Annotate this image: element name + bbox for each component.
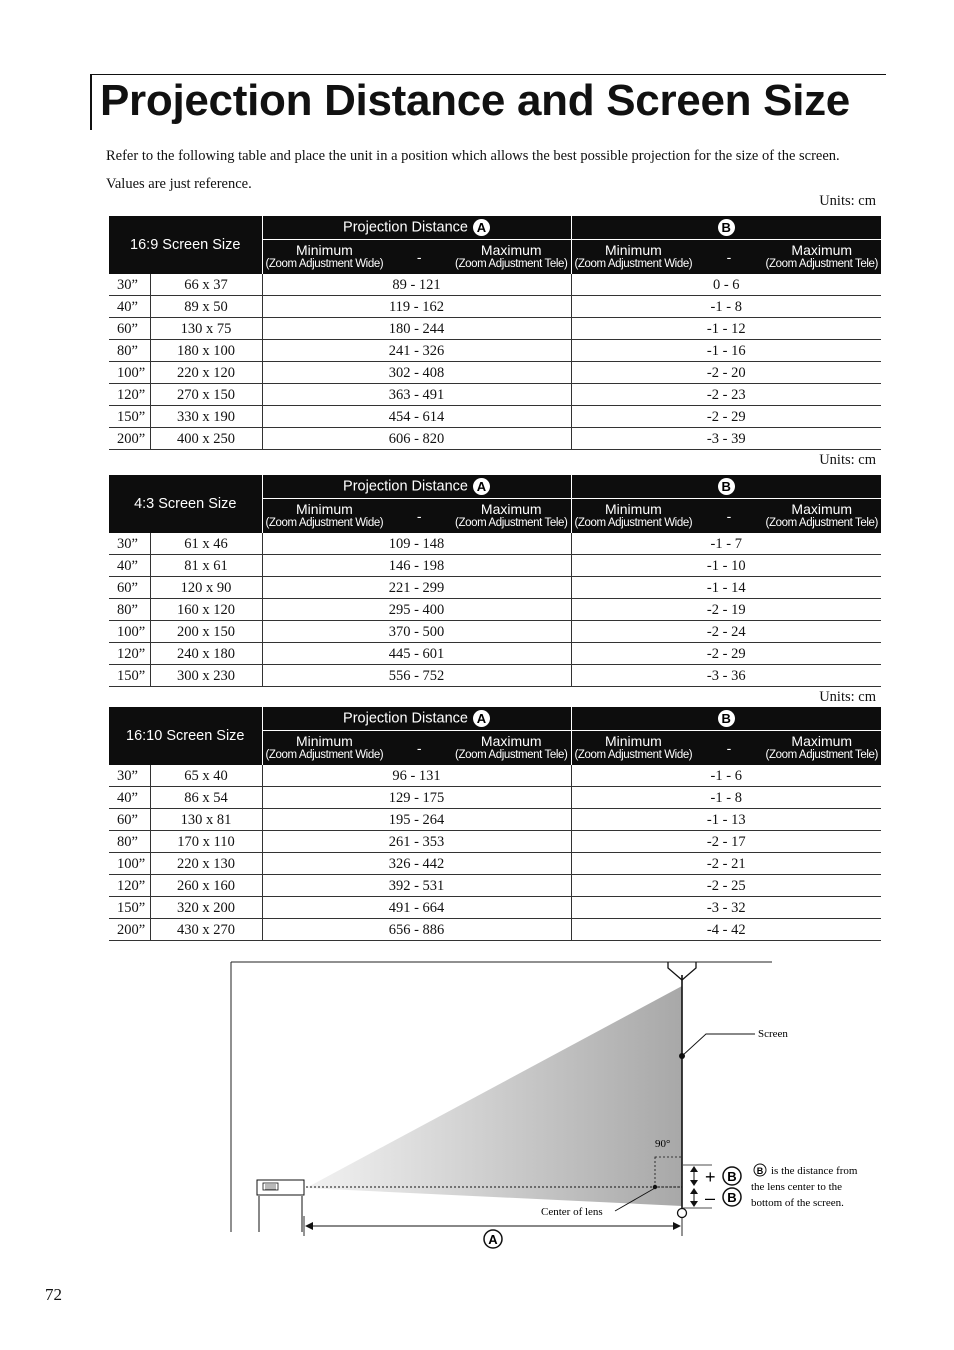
diagonal-cell: 120” bbox=[109, 875, 150, 897]
offset-cell: -2 - 21 bbox=[571, 853, 881, 875]
max-header: Maximum (Zoom Adjustment Tele) bbox=[765, 501, 878, 529]
projector bbox=[257, 1180, 304, 1232]
diagonal-cell: 200” bbox=[109, 428, 150, 450]
size-cell: 81 x 61 bbox=[150, 555, 262, 577]
b-note-line3: bottom of the screen. bbox=[751, 1197, 844, 1209]
diagonal-cell: 80” bbox=[109, 599, 150, 621]
offset-cell: 0 - 6 bbox=[571, 274, 881, 296]
plus-sign: + bbox=[705, 1167, 716, 1187]
size-cell: 220 x 130 bbox=[150, 853, 262, 875]
distance-cell: 195 - 264 bbox=[262, 809, 571, 831]
size-cell: 430 x 270 bbox=[150, 919, 262, 941]
distance-cell: 221 - 299 bbox=[262, 577, 571, 599]
b-symbol-icon: B bbox=[718, 219, 735, 236]
offset-cell: -2 - 17 bbox=[571, 831, 881, 853]
size-cell: 180 x 100 bbox=[150, 340, 262, 362]
offset-cell: -1 - 8 bbox=[571, 296, 881, 318]
diagonal-cell: 150” bbox=[109, 897, 150, 919]
size-cell: 130 x 75 bbox=[150, 318, 262, 340]
min-header: Minimum (Zoom Adjustment Wide) bbox=[265, 501, 384, 529]
distance-cell: 89 - 121 bbox=[262, 274, 571, 296]
size-cell: 89 x 50 bbox=[150, 296, 262, 318]
a-symbol-icon: A bbox=[473, 219, 490, 236]
offset-cell: -1 - 14 bbox=[571, 577, 881, 599]
offset-cell: -2 - 29 bbox=[571, 643, 881, 665]
b-symbol-icon: B bbox=[718, 710, 735, 727]
size-cell: 170 x 110 bbox=[150, 831, 262, 853]
range-dash: - bbox=[726, 508, 732, 524]
offset-cell: -3 - 32 bbox=[571, 897, 881, 919]
offset-cell: -2 - 19 bbox=[571, 599, 881, 621]
projection-beam bbox=[306, 986, 682, 1206]
offset-cell: -1 - 13 bbox=[571, 809, 881, 831]
a-symbol-icon: A bbox=[473, 710, 490, 727]
distance-cell: 556 - 752 bbox=[262, 665, 571, 687]
size-cell: 220 x 120 bbox=[150, 362, 262, 384]
min-header: Minimum (Zoom Adjustment Wide) bbox=[265, 242, 384, 270]
b-plus-letter: B bbox=[727, 1169, 737, 1184]
distance-cell: 491 - 664 bbox=[262, 897, 571, 919]
offset-cell: -2 - 29 bbox=[571, 406, 881, 428]
a-symbol-icon: A bbox=[473, 478, 490, 495]
range-dash: - bbox=[726, 249, 732, 265]
diagonal-cell: 30” bbox=[109, 533, 150, 555]
diagonal-cell: 120” bbox=[109, 643, 150, 665]
size-cell: 86 x 54 bbox=[150, 787, 262, 809]
distance-cell: 445 - 601 bbox=[262, 643, 571, 665]
size-column-header: 16:9 Screen Size bbox=[109, 216, 262, 274]
distance-cell: 119 - 162 bbox=[262, 296, 571, 318]
range-dash: - bbox=[726, 740, 732, 756]
b-note-line1: is the distance from bbox=[771, 1165, 858, 1177]
min-header: Minimum (Zoom Adjustment Wide) bbox=[574, 733, 693, 761]
distance-cell: 146 - 198 bbox=[262, 555, 571, 577]
diagonal-cell: 60” bbox=[109, 577, 150, 599]
distance-cell: 261 - 353 bbox=[262, 831, 571, 853]
diagonal-cell: 60” bbox=[109, 809, 150, 831]
b-note-letter: B bbox=[756, 1166, 764, 1176]
diagonal-cell: 40” bbox=[109, 787, 150, 809]
page-title: Projection Distance and Screen Size bbox=[100, 76, 850, 125]
diagonal-cell: 100” bbox=[109, 362, 150, 384]
lens-label: Center of lens bbox=[541, 1206, 603, 1218]
distance-a-header: Projection Distance A bbox=[262, 707, 571, 731]
distance-cell: 606 - 820 bbox=[262, 428, 571, 450]
max-header: Maximum (Zoom Adjustment Tele) bbox=[455, 242, 568, 270]
size-cell: 320 x 200 bbox=[150, 897, 262, 919]
offset-cell: -1 - 7 bbox=[571, 533, 881, 555]
a-dimension-letter: A bbox=[488, 1232, 498, 1247]
b-minus-letter: B bbox=[727, 1190, 737, 1205]
diagonal-cell: 200” bbox=[109, 919, 150, 941]
b-symbol-icon: B bbox=[718, 478, 735, 495]
units-label-3: Units: cm bbox=[819, 689, 876, 705]
diagonal-cell: 40” bbox=[109, 296, 150, 318]
page-number: 72 bbox=[45, 1285, 62, 1304]
size-cell: 160 x 120 bbox=[150, 599, 262, 621]
distance-cell: 96 - 131 bbox=[262, 765, 571, 787]
distance-cell: 109 - 148 bbox=[262, 533, 571, 555]
diagonal-cell: 100” bbox=[109, 621, 150, 643]
distance-a-header: Projection Distance A bbox=[262, 216, 571, 240]
offset-cell: -3 - 36 bbox=[571, 665, 881, 687]
diagonal-cell: 80” bbox=[109, 831, 150, 853]
b-note-line2: the lens center to the bbox=[751, 1181, 843, 1193]
angle-label: 90° bbox=[655, 1138, 671, 1150]
minus-sign: – bbox=[705, 1188, 716, 1208]
range-dash: - bbox=[416, 508, 422, 524]
distance-cell: 656 - 886 bbox=[262, 919, 571, 941]
offset-cell: -3 - 39 bbox=[571, 428, 881, 450]
offset-cell: -1 - 12 bbox=[571, 318, 881, 340]
max-header: Maximum (Zoom Adjustment Tele) bbox=[455, 501, 568, 529]
offset-cell: -2 - 23 bbox=[571, 384, 881, 406]
diagonal-cell: 80” bbox=[109, 340, 150, 362]
min-header: Minimum (Zoom Adjustment Wide) bbox=[265, 733, 384, 761]
diagonal-cell: 40” bbox=[109, 555, 150, 577]
diagonal-cell: 30” bbox=[109, 274, 150, 296]
units-label-1: Units: cm bbox=[819, 193, 876, 209]
distance-a-header: Projection Distance A bbox=[262, 475, 571, 499]
distance-cell: 363 - 491 bbox=[262, 384, 571, 406]
diagonal-cell: 150” bbox=[109, 665, 150, 687]
size-cell: 61 x 46 bbox=[150, 533, 262, 555]
offset-cell: -1 - 8 bbox=[571, 787, 881, 809]
size-cell: 240 x 180 bbox=[150, 643, 262, 665]
min-header: Minimum (Zoom Adjustment Wide) bbox=[574, 242, 693, 270]
offset-cell: -2 - 24 bbox=[571, 621, 881, 643]
intro-paragraph: Refer to the following table and place the unit in a position which allows the best possible projection for the size of the screen. Values are just reference. bbox=[106, 148, 840, 192]
distance-cell: 180 - 244 bbox=[262, 318, 571, 340]
diagonal-cell: 30” bbox=[109, 765, 150, 787]
distance-cell: 241 - 326 bbox=[262, 340, 571, 362]
diagonal-cell: 100” bbox=[109, 853, 150, 875]
distance-cell: 295 - 400 bbox=[262, 599, 571, 621]
range-dash: - bbox=[416, 740, 422, 756]
size-cell: 65 x 40 bbox=[150, 765, 262, 787]
distance-cell: 392 - 531 bbox=[262, 875, 571, 897]
offset-cell: -1 - 16 bbox=[571, 340, 881, 362]
diagonal-cell: 120” bbox=[109, 384, 150, 406]
diagonal-cell: 60” bbox=[109, 318, 150, 340]
max-header: Maximum (Zoom Adjustment Tele) bbox=[455, 733, 568, 761]
distance-cell: 302 - 408 bbox=[262, 362, 571, 384]
size-cell: 300 x 230 bbox=[150, 665, 262, 687]
size-cell: 330 x 190 bbox=[150, 406, 262, 428]
offset-cell: -1 - 6 bbox=[571, 765, 881, 787]
offset-cell: -4 - 42 bbox=[571, 919, 881, 941]
units-label-2: Units: cm bbox=[819, 452, 876, 468]
screen-leader bbox=[682, 1034, 755, 1056]
size-cell: 400 x 250 bbox=[150, 428, 262, 450]
size-cell: 66 x 37 bbox=[150, 274, 262, 296]
size-cell: 260 x 160 bbox=[150, 875, 262, 897]
distance-cell: 129 - 175 bbox=[262, 787, 571, 809]
distance-cell: 326 - 442 bbox=[262, 853, 571, 875]
screen-label: Screen bbox=[758, 1028, 788, 1040]
size-cell: 270 x 150 bbox=[150, 384, 262, 406]
offset-cell: -2 - 20 bbox=[571, 362, 881, 384]
max-header: Maximum (Zoom Adjustment Tele) bbox=[765, 733, 878, 761]
size-column-header: 16:10 Screen Size bbox=[109, 707, 262, 765]
size-cell: 200 x 150 bbox=[150, 621, 262, 643]
distance-cell: 454 - 614 bbox=[262, 406, 571, 428]
size-column-header: 4:3 Screen Size bbox=[109, 475, 262, 533]
offset-cell: -2 - 25 bbox=[571, 875, 881, 897]
max-header: Maximum (Zoom Adjustment Tele) bbox=[765, 242, 878, 270]
distance-cell: 370 - 500 bbox=[262, 621, 571, 643]
min-header: Minimum (Zoom Adjustment Wide) bbox=[574, 501, 693, 529]
offset-cell: -1 - 10 bbox=[571, 555, 881, 577]
size-cell: 130 x 81 bbox=[150, 809, 262, 831]
diagonal-cell: 150” bbox=[109, 406, 150, 428]
size-cell: 120 x 90 bbox=[150, 577, 262, 599]
range-dash: - bbox=[416, 249, 422, 265]
